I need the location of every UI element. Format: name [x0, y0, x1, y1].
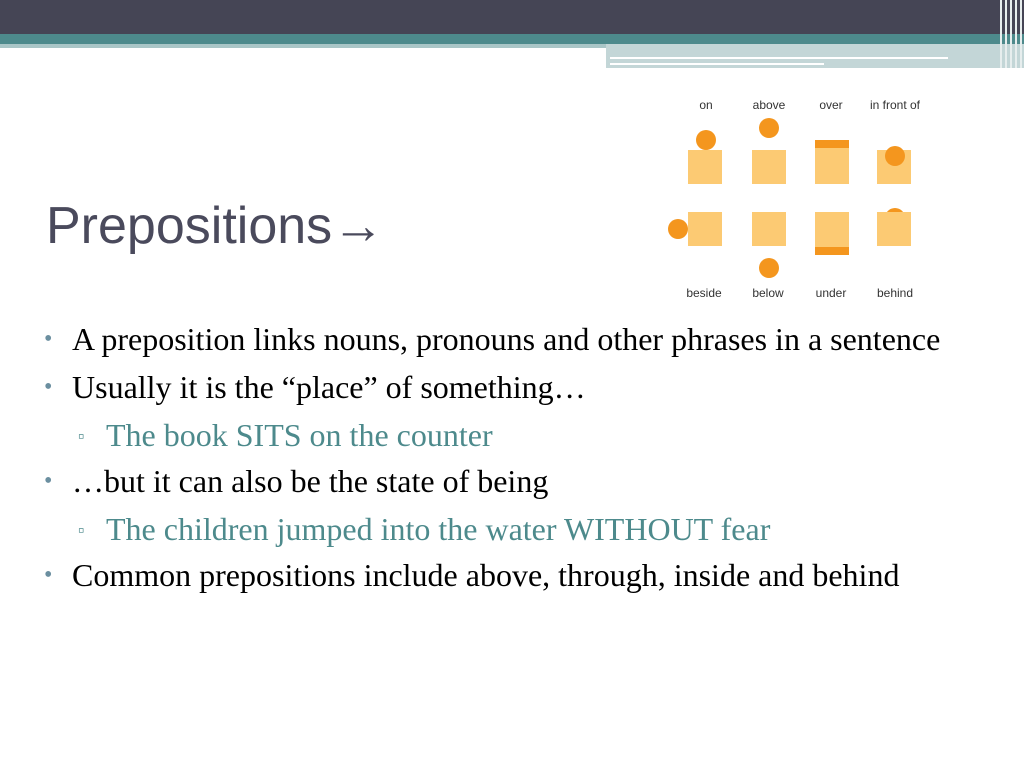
- over-box-icon: [815, 144, 849, 184]
- on-box-icon: [688, 150, 722, 184]
- below-ball-icon: [759, 258, 779, 278]
- below-box-icon: [752, 212, 786, 246]
- bullet-item: • Common prepositions include above, through, inside and behind: [44, 554, 944, 596]
- bullet-list: [44, 318, 944, 602]
- sub-bullet-item: ▫ The book SITS on the counter: [78, 414, 944, 456]
- beside-box-icon: [688, 212, 722, 246]
- slide-title: [46, 196, 384, 256]
- title-text: Prepositions: [46, 197, 333, 255]
- under-box-icon: [815, 212, 849, 252]
- header-bar: [0, 0, 1024, 34]
- header-decorative-stripes: [998, 0, 1024, 68]
- figure-label-below: below: [752, 286, 784, 300]
- figure-label-in-front-of: in front of: [869, 98, 921, 112]
- header-accent-stripe: [0, 34, 1024, 44]
- prepositions-illustration: [664, 90, 930, 308]
- figure-label-above: above: [752, 98, 786, 112]
- bullet-item: • A preposition links nouns, pronouns and other phrases in a sentence: [44, 318, 944, 360]
- sub-bullet-item: ▫ The children jumped into the water WITHOUT fear: [78, 508, 944, 550]
- figure-label-under: under: [815, 286, 847, 300]
- on-ball-icon: [696, 130, 716, 150]
- bullet-item: • Usually it is the “place” of something…: [44, 366, 944, 408]
- beside-ball-icon: [668, 219, 688, 239]
- in-front-of-ball-icon: [885, 146, 905, 166]
- over-bar-icon: [815, 140, 849, 148]
- figure-label-on: on: [699, 98, 713, 112]
- arrow-right-icon: →: [332, 197, 385, 255]
- figure-label-beside: beside: [686, 286, 722, 300]
- under-bar-icon: [815, 247, 849, 255]
- header-rule-line: [610, 63, 824, 65]
- above-box-icon: [752, 150, 786, 184]
- above-ball-icon: [759, 118, 779, 138]
- bullet-item: • …but it can also be the state of being: [44, 460, 944, 502]
- header-rule-line: [610, 57, 948, 59]
- figure-label-over: over: [819, 98, 843, 112]
- header-light-band: [0, 44, 610, 48]
- figure-label-behind: behind: [876, 286, 914, 300]
- behind-box-icon: [877, 212, 911, 246]
